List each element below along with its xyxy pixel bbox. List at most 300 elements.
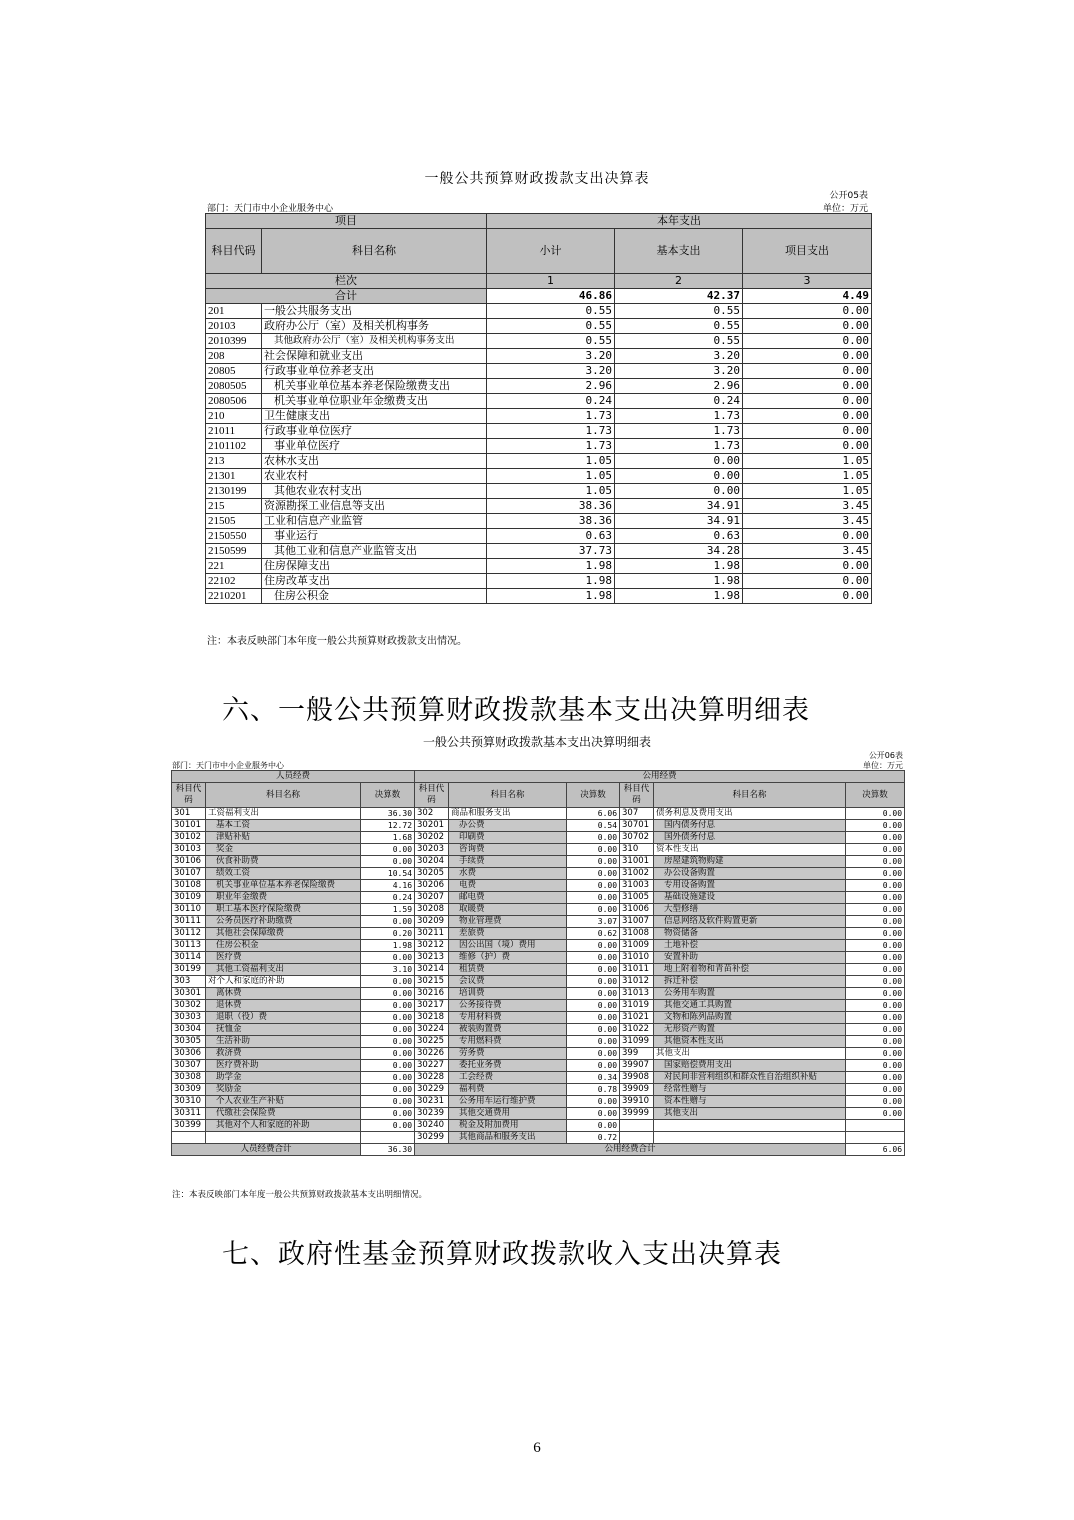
group3-name: 地上附着物和青苗补偿 <box>654 964 846 976</box>
group2-code: 30229 <box>415 1084 449 1096</box>
group1-code: 30303 <box>172 1012 206 1024</box>
group2-amount: 0.34 <box>567 1072 620 1084</box>
group3-name: 国内债务付息 <box>654 820 846 832</box>
group1-amount: 0.00 <box>361 1120 415 1132</box>
basic-cell: 34.28 <box>615 544 743 559</box>
basic-cell: 1.73 <box>615 439 743 454</box>
group2-amount: 0.00 <box>567 988 620 1000</box>
subject-name: 其他农业农村支出 <box>262 484 487 499</box>
group3-name: 其他支出 <box>654 1048 846 1060</box>
project-cell: 0.00 <box>743 439 872 454</box>
table-row <box>172 904 905 916</box>
table2-hdr-code: 科目代码 <box>172 783 206 808</box>
basic-cell: 0.55 <box>615 304 743 319</box>
subject-code: 2150550 <box>206 529 262 544</box>
table2-hdr-amount: 决算数 <box>846 783 905 808</box>
group1-name: 助学金 <box>206 1072 361 1084</box>
basic-cell: 3.20 <box>615 349 743 364</box>
group3-code <box>620 1132 654 1144</box>
table-row <box>206 484 872 499</box>
project-cell: 0.00 <box>743 304 872 319</box>
table-row <box>206 514 872 529</box>
project-cell: 0.00 <box>743 319 872 334</box>
basic-cell: 3.20 <box>615 364 743 379</box>
group2-name: 被装购置费 <box>449 1024 567 1036</box>
table2-form-no: 公开06表 <box>868 751 903 760</box>
group3-amount: 0.00 <box>846 1012 905 1024</box>
subject-code: 2101102 <box>206 439 262 454</box>
subtotal-cell: 0.55 <box>487 304 615 319</box>
group3-code: 31007 <box>620 916 654 928</box>
group2-name: 专用燃料费 <box>449 1036 567 1048</box>
group3-code: 307 <box>620 808 654 820</box>
group2-amount: 0.72 <box>567 1132 620 1144</box>
subject-code: 201 <box>206 304 262 319</box>
subject-code: 210 <box>206 409 262 424</box>
page-number: 6 <box>533 1440 541 1456</box>
table-row <box>172 820 905 832</box>
basic-cell: 0.63 <box>615 529 743 544</box>
group2-code: 30204 <box>415 856 449 868</box>
group3-name: 国家赔偿费用支出 <box>654 1060 846 1072</box>
group2-code: 30216 <box>415 988 449 1000</box>
group1-amount: 0.00 <box>361 1000 415 1012</box>
group2-name: 咨询费 <box>449 844 567 856</box>
group3-code: 31011 <box>620 964 654 976</box>
group2-amount: 0.00 <box>567 856 620 868</box>
group3-code: 39909 <box>620 1084 654 1096</box>
group3-amount: 0.00 <box>846 1108 905 1120</box>
group2-code: 30201 <box>415 820 449 832</box>
table-row <box>172 976 905 988</box>
subject-code: 2210201 <box>206 589 262 604</box>
subject-name: 住房保障支出 <box>262 559 487 574</box>
basic-cell: 0.55 <box>615 319 743 334</box>
group1-amount: 0.00 <box>361 1096 415 1108</box>
subject-code: 21505 <box>206 514 262 529</box>
group1-code: 30112 <box>172 928 206 940</box>
group3-name: 房屋建筑物购建 <box>654 856 846 868</box>
subtotal-cell: 0.55 <box>487 319 615 334</box>
group2-name: 维修（护）费 <box>449 952 567 964</box>
subtotal-cell: 38.36 <box>487 514 615 529</box>
group2-name: 工会经费 <box>449 1072 567 1084</box>
group3-amount: 0.00 <box>846 808 905 820</box>
table-row <box>206 304 872 319</box>
group2-code: 30203 <box>415 844 449 856</box>
group1-name: 伙食补助费 <box>206 856 361 868</box>
group1-amount: 1.59 <box>361 904 415 916</box>
group3-code: 310 <box>620 844 654 856</box>
table-row <box>206 559 872 574</box>
group1-name: 离休费 <box>206 988 361 1000</box>
public-total-label: 公用经费合计 <box>415 1144 846 1156</box>
table-row <box>206 334 872 349</box>
group1-code: 30301 <box>172 988 206 1000</box>
group1-amount: 0.00 <box>361 1072 415 1084</box>
project-cell: 0.00 <box>743 379 872 394</box>
subject-name: 行政事业单位养老支出 <box>262 364 487 379</box>
group3-code: 31099 <box>620 1036 654 1048</box>
group1-name: 住房公积金 <box>206 940 361 952</box>
table-row <box>172 1108 905 1120</box>
basic-cell: 1.73 <box>615 409 743 424</box>
group3-code: 39999 <box>620 1108 654 1120</box>
project-cell: 0.00 <box>743 424 872 439</box>
group2-amount: 0.00 <box>567 1096 620 1108</box>
table1-hdr-code: 科目代码 <box>206 229 262 274</box>
group1-name: 代缴社会保险费 <box>206 1108 361 1120</box>
basic-cell: 0.55 <box>615 334 743 349</box>
table-row <box>172 964 905 976</box>
subtotal-cell: 1.73 <box>487 424 615 439</box>
group3-name: 专用设备购置 <box>654 880 846 892</box>
table-row <box>172 940 905 952</box>
group1-code: 30113 <box>172 940 206 952</box>
group3-code: 31002 <box>620 868 654 880</box>
group2-amount: 0.00 <box>567 940 620 952</box>
group2-code: 30209 <box>415 916 449 928</box>
group3-code: 39908 <box>620 1072 654 1084</box>
group3-name: 其他交通工具购置 <box>654 1000 846 1012</box>
table2 <box>171 770 905 1156</box>
table2-title: 一般公共预算财政拨款基本支出决算明细表 <box>422 735 651 749</box>
group3-code: 31001 <box>620 856 654 868</box>
subject-code: 20103 <box>206 319 262 334</box>
group2-amount: 0.78 <box>567 1084 620 1096</box>
group3-amount: 0.00 <box>846 892 905 904</box>
subject-name: 政府办公厅（室）及相关机构事务 <box>262 319 487 334</box>
table-row <box>172 916 905 928</box>
group1-amount: 12.72 <box>361 820 415 832</box>
subject-code: 2080505 <box>206 379 262 394</box>
table2-hdr-name: 科目名称 <box>206 783 361 808</box>
table-row <box>206 349 872 364</box>
group2-name: 委托业务费 <box>449 1060 567 1072</box>
group3-code: 39907 <box>620 1060 654 1072</box>
subtotal-cell: 1.98 <box>487 559 615 574</box>
group1-amount: 1.68 <box>361 832 415 844</box>
group3-name: 信息网络及软件购置更新 <box>654 916 846 928</box>
table1-note: 注：本表反映部门本年度一般公共预算财政拨款支出情况。 <box>207 636 467 647</box>
group2-name: 租赁费 <box>449 964 567 976</box>
group2-code: 302 <box>415 808 449 820</box>
subject-name: 社会保障和就业支出 <box>262 349 487 364</box>
table1-hdr-current: 本年支出 <box>487 214 872 229</box>
group1-code: 301 <box>172 808 206 820</box>
basic-cell: 0.00 <box>615 484 743 499</box>
group2-amount: 0.00 <box>567 844 620 856</box>
project-cell: 0.00 <box>743 529 872 544</box>
group2-amount: 0.00 <box>567 964 620 976</box>
table-row <box>172 1084 905 1096</box>
group2-amount: 0.00 <box>567 880 620 892</box>
subject-code: 21301 <box>206 469 262 484</box>
subject-code: 22102 <box>206 574 262 589</box>
group3-amount: 0.00 <box>846 904 905 916</box>
group3-name <box>654 1132 846 1144</box>
group2-code: 30217 <box>415 1000 449 1012</box>
subject-name: 其他工业和信息产业监管支出 <box>262 544 487 559</box>
group1-name <box>206 1132 361 1144</box>
project-cell: 0.00 <box>743 349 872 364</box>
table-row <box>172 1012 905 1024</box>
table-row <box>172 1024 905 1036</box>
table-row <box>172 1132 905 1144</box>
group3-code: 31009 <box>620 940 654 952</box>
group2-name: 电费 <box>449 880 567 892</box>
group3-name: 拆迁补偿 <box>654 976 846 988</box>
group2-name: 因公出国（境）费用 <box>449 940 567 952</box>
group2-name: 商品和服务支出 <box>449 808 567 820</box>
group1-code: 30103 <box>172 844 206 856</box>
basic-cell: 1.98 <box>615 574 743 589</box>
table1-hdr-name: 科目名称 <box>262 229 487 274</box>
group1-amount: 0.24 <box>361 892 415 904</box>
group3-amount: 0.00 <box>846 1048 905 1060</box>
table-row <box>206 589 872 604</box>
table-row <box>206 319 872 334</box>
group3-code: 31019 <box>620 1000 654 1012</box>
basic-cell: 0.00 <box>615 469 743 484</box>
project-cell: 0.00 <box>743 364 872 379</box>
project-cell: 1.05 <box>743 469 872 484</box>
group3-amount: 0.00 <box>846 1024 905 1036</box>
subject-code: 2150599 <box>206 544 262 559</box>
subject-name: 其他政府办公厅（室）及相关机构事务支出 <box>262 334 487 349</box>
group3-name: 无形资产购置 <box>654 1024 846 1036</box>
group2-amount: 0.00 <box>567 1108 620 1120</box>
group2-code: 30299 <box>415 1132 449 1144</box>
group1-amount: 0.00 <box>361 1048 415 1060</box>
group1-amount: 0.00 <box>361 976 415 988</box>
group2-code: 30240 <box>415 1120 449 1132</box>
group2-name: 物业管理费 <box>449 916 567 928</box>
group3-amount: 0.00 <box>846 916 905 928</box>
subtotal-cell: 3.20 <box>487 364 615 379</box>
group1-code: 30399 <box>172 1120 206 1132</box>
subject-name: 事业运行 <box>262 529 487 544</box>
subtotal-cell: 3.20 <box>487 349 615 364</box>
table-row <box>172 844 905 856</box>
table2-hdr-personnel: 人员经费 <box>172 771 415 783</box>
group1-amount: 0.00 <box>361 1036 415 1048</box>
group3-amount: 0.00 <box>846 832 905 844</box>
group2-amount: 3.07 <box>567 916 620 928</box>
table1-form-no: 公开05表 <box>829 191 868 201</box>
group3-amount <box>846 1120 905 1132</box>
group3-amount: 0.00 <box>846 1084 905 1096</box>
group3-code <box>620 1120 654 1132</box>
group1-amount: 0.00 <box>361 988 415 1000</box>
basic-cell: 0.24 <box>615 394 743 409</box>
project-cell: 0.00 <box>743 334 872 349</box>
table-row <box>172 1060 905 1072</box>
subject-name: 机关事业单位职业年金缴费支出 <box>262 394 487 409</box>
group1-name: 公务员医疗补助缴费 <box>206 916 361 928</box>
group3-name: 经常性赠与 <box>654 1084 846 1096</box>
group3-amount: 0.00 <box>846 964 905 976</box>
group2-code: 30215 <box>415 976 449 988</box>
group1-name: 退休费 <box>206 1000 361 1012</box>
group3-name: 文物和陈列品购置 <box>654 1012 846 1024</box>
group2-amount: 0.00 <box>567 832 620 844</box>
group3-code: 31013 <box>620 988 654 1000</box>
table1-hdr-project: 项目支出 <box>743 229 872 274</box>
table-row <box>206 424 872 439</box>
group3-amount: 0.00 <box>846 1000 905 1012</box>
table1-col2: 2 <box>615 274 743 289</box>
group1-amount: 4.16 <box>361 880 415 892</box>
group3-name: 其他支出 <box>654 1108 846 1120</box>
subject-code: 21011 <box>206 424 262 439</box>
group1-name: 生活补助 <box>206 1036 361 1048</box>
subtotal-cell: 1.05 <box>487 484 615 499</box>
project-cell: 3.45 <box>743 544 872 559</box>
group2-name: 会议费 <box>449 976 567 988</box>
project-cell: 1.05 <box>743 454 872 469</box>
subtotal-cell: 38.36 <box>487 499 615 514</box>
group1-name: 绩效工资 <box>206 868 361 880</box>
group2-name: 公务用车运行维护费 <box>449 1096 567 1108</box>
group1-code: 30199 <box>172 964 206 976</box>
group2-amount: 0.00 <box>567 904 620 916</box>
group2-amount: 0.00 <box>567 1000 620 1012</box>
table1-title: 一般公共预算财政拨款支出决算表 <box>424 171 650 187</box>
table1 <box>205 213 872 604</box>
table2-hdr-amount: 决算数 <box>567 783 620 808</box>
group1-code: 30311 <box>172 1108 206 1120</box>
table1-unit: 单位：万元 <box>822 204 868 214</box>
table-row <box>172 1120 905 1132</box>
group2-name: 手续费 <box>449 856 567 868</box>
group1-code: 30101 <box>172 820 206 832</box>
group1-code: 30111 <box>172 916 206 928</box>
subject-name: 工业和信息产业监管 <box>262 514 487 529</box>
group1-name: 其他对个人和家庭的补助 <box>206 1120 361 1132</box>
group1-name: 个人农业生产补贴 <box>206 1096 361 1108</box>
project-cell: 0.00 <box>743 589 872 604</box>
subject-code: 208 <box>206 349 262 364</box>
group2-code: 30225 <box>415 1036 449 1048</box>
subtotal-cell: 1.73 <box>487 439 615 454</box>
project-cell: 0.00 <box>743 559 872 574</box>
group1-amount: 10.54 <box>361 868 415 880</box>
table1-total-basic: 42.37 <box>615 289 743 304</box>
group3-amount: 0.00 <box>846 976 905 988</box>
personnel-total: 36.30 <box>361 1144 415 1156</box>
group2-code: 30218 <box>415 1012 449 1024</box>
table-row <box>172 808 905 820</box>
table2-hdr-name: 科目名称 <box>449 783 567 808</box>
group1-code: 303 <box>172 976 206 988</box>
group3-code: 31006 <box>620 904 654 916</box>
project-cell: 1.05 <box>743 484 872 499</box>
group3-amount: 0.00 <box>846 952 905 964</box>
table-row <box>206 394 872 409</box>
group3-name: 债务利息及费用支出 <box>654 808 846 820</box>
group2-code: 30207 <box>415 892 449 904</box>
subject-name: 住房改革支出 <box>262 574 487 589</box>
group2-amount: 0.00 <box>567 1048 620 1060</box>
group2-code: 30228 <box>415 1072 449 1084</box>
group3-amount: 0.00 <box>846 820 905 832</box>
group1-code: 30109 <box>172 892 206 904</box>
subject-code: 2080506 <box>206 394 262 409</box>
table-row <box>206 469 872 484</box>
group3-name: 土地补偿 <box>654 940 846 952</box>
group2-amount: 0.00 <box>567 1024 620 1036</box>
group2-name: 培训费 <box>449 988 567 1000</box>
group1-amount: 0.00 <box>361 1012 415 1024</box>
table-row <box>172 1048 905 1060</box>
group2-name: 劳务费 <box>449 1048 567 1060</box>
group3-code: 31021 <box>620 1012 654 1024</box>
group1-code: 30302 <box>172 1000 206 1012</box>
group1-name: 工资福利支出 <box>206 808 361 820</box>
table2-hdr-code: 科目代码 <box>415 783 449 808</box>
group3-amount: 0.00 <box>846 880 905 892</box>
group2-code: 30211 <box>415 928 449 940</box>
subject-name: 资源勘探工业信息等支出 <box>262 499 487 514</box>
group1-name: 医疗费 <box>206 952 361 964</box>
personnel-total-label: 人员经费合计 <box>172 1144 361 1156</box>
table-row <box>206 499 872 514</box>
project-cell: 0.00 <box>743 394 872 409</box>
totals-row <box>172 1144 905 1156</box>
group2-code: 30208 <box>415 904 449 916</box>
group2-amount: 0.54 <box>567 820 620 832</box>
subject-name: 农林水支出 <box>262 454 487 469</box>
group1-amount: 3.10 <box>361 964 415 976</box>
group1-amount: 36.30 <box>361 808 415 820</box>
group3-name: 办公设备购置 <box>654 868 846 880</box>
subject-code: 2010399 <box>206 334 262 349</box>
table2-hdr-public: 公用经费 <box>415 771 905 783</box>
table2-hdr-code: 科目代码 <box>620 783 654 808</box>
group3-code: 31003 <box>620 880 654 892</box>
subtotal-cell: 2.96 <box>487 379 615 394</box>
basic-cell: 1.98 <box>615 559 743 574</box>
group2-amount: 0.00 <box>567 1060 620 1072</box>
group2-code: 30231 <box>415 1096 449 1108</box>
group1-code: 30309 <box>172 1084 206 1096</box>
basic-cell: 2.96 <box>615 379 743 394</box>
project-cell: 0.00 <box>743 574 872 589</box>
table-row <box>172 928 905 940</box>
group2-code: 30206 <box>415 880 449 892</box>
group1-name: 机关事业单位基本养老保险缴费 <box>206 880 361 892</box>
table2-unit: 单位：万元 <box>863 761 903 770</box>
table2-dept: 部门：天门市中小企业服务中心 <box>172 761 284 770</box>
group2-amount: 0.00 <box>567 892 620 904</box>
basic-cell: 0.00 <box>615 454 743 469</box>
group1-name: 职业年金缴费 <box>206 892 361 904</box>
project-cell: 0.00 <box>743 409 872 424</box>
subject-name: 卫生健康支出 <box>262 409 487 424</box>
group2-code: 30205 <box>415 868 449 880</box>
public-total: 6.06 <box>846 1144 905 1156</box>
group2-code: 30213 <box>415 952 449 964</box>
group3-code: 30701 <box>620 820 654 832</box>
group2-amount: 0.00 <box>567 1120 620 1132</box>
table1-total-subtotal: 46.86 <box>487 289 615 304</box>
group1-code: 30110 <box>172 904 206 916</box>
table-row <box>206 409 872 424</box>
group1-name: 救济费 <box>206 1048 361 1060</box>
subject-name: 住房公积金 <box>262 589 487 604</box>
group1-amount: 0.00 <box>361 1084 415 1096</box>
